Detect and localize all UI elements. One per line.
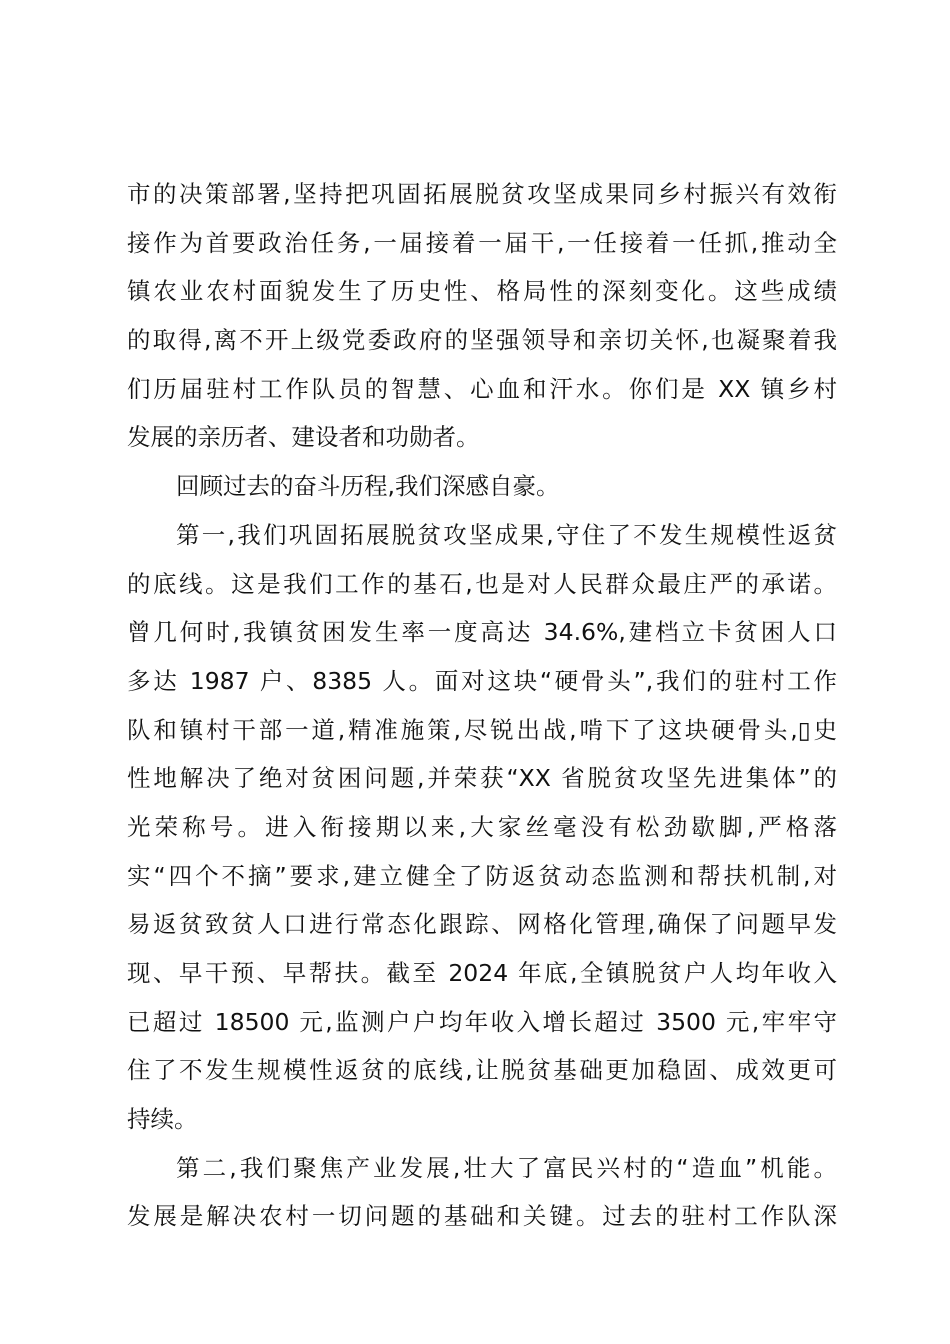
text-line: 镇农业农村面貌发生了历史性、格局性的深刻变化。这些成绩 bbox=[127, 277, 837, 306]
text-line: 队和镇村干部一道,精准施策,尽锐出战,啃下了这块硬骨头,▯史 bbox=[127, 715, 837, 744]
text-line: 光荣称号。进入衔接期以来,大家丝毫没有松劲歇脚,严格落 bbox=[127, 812, 837, 841]
text-line: 第二,我们聚焦产业发展,壮大了富民兴村的“造血”机能。 bbox=[176, 1153, 837, 1182]
text-line: 持续。 bbox=[127, 1105, 198, 1134]
paragraph-intro bbox=[127, 170, 837, 462]
text-line: 回顾过去的奋斗历程,我们深感自豪。 bbox=[176, 472, 560, 501]
paragraph-second-point bbox=[127, 1144, 837, 1241]
text-line: 市的决策部署,坚持把巩固拓展脱贫攻坚成果同乡村振兴有效衔 bbox=[127, 180, 837, 208]
text-line: 曾几何时,我镇贫困发生率一度高达 34.6%,建档立卡贫困人口 bbox=[127, 618, 837, 647]
body-text bbox=[127, 170, 837, 1241]
text-line: 的取得,离不开上级党委政府的坚强领导和亲切关怀,也凝聚着我 bbox=[127, 326, 837, 355]
text-line: 易返贫致贫人口进行常态化跟踪、网格化管理,确保了问题早发 bbox=[127, 910, 837, 939]
text-line: 多达 1987 户、8385 人。面对这块“硬骨头”,我们的驻村工作 bbox=[127, 666, 837, 695]
text-line: 接作为首要政治任务,一届接着一届干,一任接着一任抓,推动全 bbox=[127, 228, 837, 257]
text-line: 发展是解决农村一切问题的基础和关键。过去的驻村工作队深 bbox=[127, 1202, 837, 1231]
text-line: 发展的亲历者、建设者和功勋者。 bbox=[127, 423, 480, 452]
paragraph-first-point bbox=[127, 511, 837, 1144]
text-line: 们历届驻村工作队员的智慧、心血和汗水。你们是 XX 镇乡村 bbox=[127, 374, 837, 403]
text-line: 性地解决了绝对贫困问题,并荣获“XX 省脱贫攻坚先进集体”的 bbox=[127, 764, 837, 793]
text-line: 实“四个不摘”要求,建立健全了防返贫动态监测和帮扶机制,对 bbox=[127, 861, 837, 890]
text-line: 已超过 18500 元,监测户户均年收入增长超过 3500 元,牢牢守 bbox=[127, 1007, 837, 1036]
text-line: 的底线。这是我们工作的基石,也是对人民群众最庄严的承诺。 bbox=[127, 569, 837, 598]
paragraph-review bbox=[127, 462, 837, 511]
text-line: 第一,我们巩固拓展脱贫攻坚成果,守住了不发生规模性返贫 bbox=[176, 520, 837, 549]
text-line: 住了不发生规模性返贫的底线,让脱贫基础更加稳固、成效更可 bbox=[127, 1056, 837, 1085]
text-line: 现、早干预、早帮扶。截至 2024 年底,全镇脱贫户人均年收入 bbox=[127, 959, 837, 987]
